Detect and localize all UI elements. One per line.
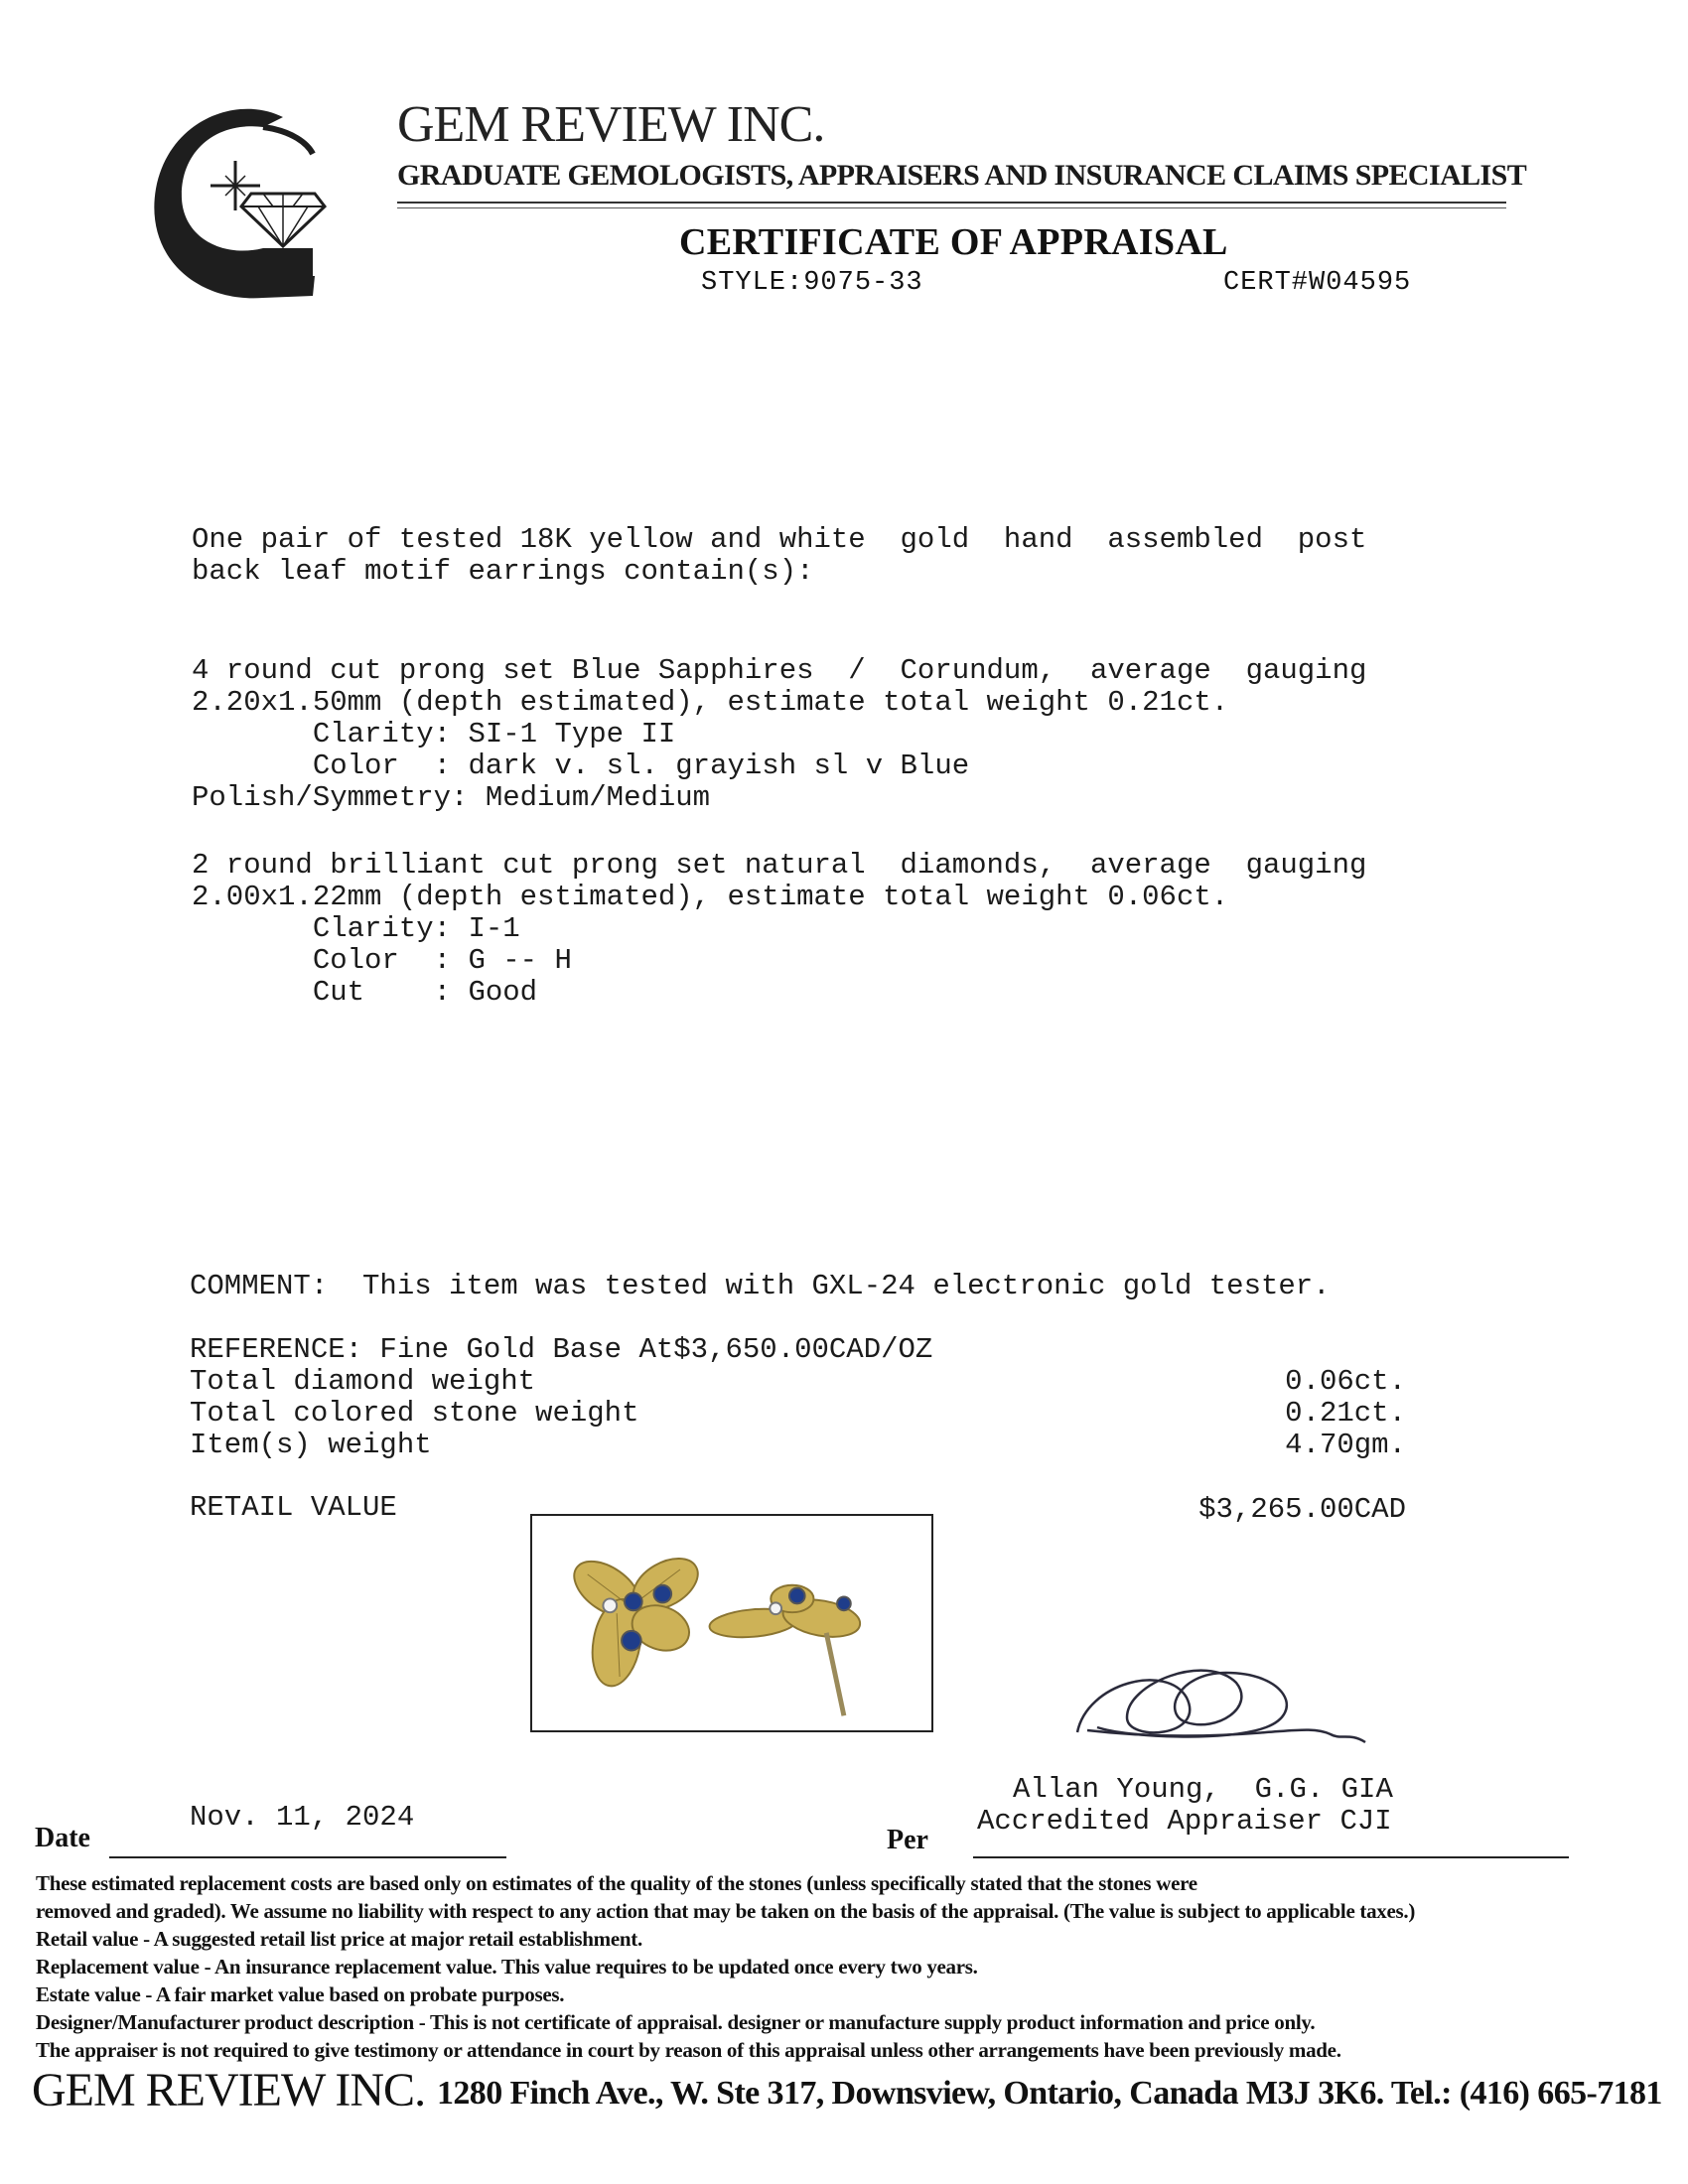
disclaimer-estate-value: Estate value - A fair market value based on probate purposes. [36, 1982, 565, 2006]
sapphire-polish-symmetry: Polish/Symmetry: Medium/Medium [192, 781, 711, 814]
date-underline [109, 1856, 506, 1858]
appraiser-signature [1067, 1643, 1385, 1762]
company-name: GEM REVIEW INC. [397, 96, 825, 153]
diamond-color: Color : G -- H [192, 944, 572, 977]
sapphire-clarity: Clarity: SI-1 Type II [192, 718, 676, 751]
sapphire-line-1: 4 round cut prong set Blue Sapphires / Corundum, average gauging [192, 654, 1367, 687]
appraiser-title: Accredited Appraiser CJI [977, 1805, 1392, 1838]
per-underline [973, 1856, 1569, 1858]
certificate-title: CERTIFICATE OF APPRAISAL [679, 221, 1228, 263]
disclaimer-replacement-value: Replacement value - An insurance replacement value. This value requires to be updated once every two years. [36, 1955, 978, 1979]
retail-value-label: RETAIL VALUE [190, 1491, 397, 1524]
total-colored-stone-weight-label: Total colored stone weight [190, 1397, 639, 1430]
item-description-line-1: One pair of tested 18K yellow and white gold hand assembled post [192, 523, 1367, 556]
header-rule-thin [397, 207, 1506, 208]
diamond-line-2: 2.00x1.22mm (depth estimated), estimate total weight 0.06ct. [192, 881, 1229, 913]
certificate-number: CERT#W04595 [1223, 268, 1412, 298]
style-number: STYLE:9075-33 [701, 268, 923, 298]
sapphire-color: Color : dark v. sl. grayish sl v Blue [192, 750, 970, 782]
disclaimer-testimony: The appraiser is not required to give testimony or attendance in court by reason of this appraisal unless other arrangements have been previously made. [36, 2038, 1341, 2062]
footer-address: 1280 Finch Ave., W. Ste 317, Downsview, Ontario, Canada M3J 3K6. Tel.: (416) 665-7181 [437, 2075, 1662, 2112]
appraiser-name: Allan Young, G.G. GIA [1013, 1773, 1393, 1806]
sapphire-line-2: 2.20x1.50mm (depth estimated), estimate total weight 0.21ct. [192, 686, 1229, 719]
retail-value-amount: $3,265.00CAD [1198, 1493, 1406, 1526]
disclaimer-line: These estimated replacement costs are based only on estimates of the quality of the stones (unless specifically stated that the stones were [36, 1871, 1197, 1895]
disclaimer-designer: Designer/Manufacturer product description - This is not certificate of appraisal. designer or manufacture supply product information and price only. [36, 2010, 1316, 2034]
earrings-photo [530, 1514, 933, 1732]
item-description-line-2: back leaf motif earrings contain(s): [192, 555, 814, 588]
disclaimer-retail-value: Retail value - A suggested retail list price at major retail establishment. [36, 1927, 642, 1951]
diamond-line-1: 2 round brilliant cut prong set natural diamonds, average gauging [192, 849, 1367, 882]
footer-company-name: GEM REVIEW INC. [32, 2064, 426, 2116]
header-rule [397, 202, 1506, 204]
date-value: Nov. 11, 2024 [190, 1801, 415, 1834]
item-weight-value: 4.70gm. [1285, 1429, 1406, 1461]
disclaimer-line: removed and graded). We assume no liability with respect to any action that may be taken on the basis of the appraisal. (The value is subject to applicable taxes.) [36, 1899, 1416, 1923]
diamond-clarity: Clarity: I-1 [192, 912, 520, 945]
total-diamond-weight-label: Total diamond weight [190, 1365, 536, 1398]
diamond-cut: Cut : Good [192, 976, 538, 1009]
item-weight-label: Item(s) weight [190, 1429, 432, 1461]
comment-line: COMMENT: This item was tested with GXL-24 electronic gold tester. [190, 1270, 1331, 1302]
company-logo-icon [144, 99, 333, 303]
total-diamond-weight-value: 0.06ct. [1285, 1365, 1406, 1398]
date-label: Date [35, 1823, 90, 1853]
company-tagline: GRADUATE GEMOLOGISTS, APPRAISERS AND INSURANCE CLAIMS SPECIALIST [397, 159, 1527, 192]
reference-line: REFERENCE: Fine Gold Base At$3,650.00CAD/OZ [190, 1333, 933, 1366]
total-colored-stone-weight-value: 0.21ct. [1285, 1397, 1406, 1430]
per-label: Per [887, 1825, 928, 1855]
